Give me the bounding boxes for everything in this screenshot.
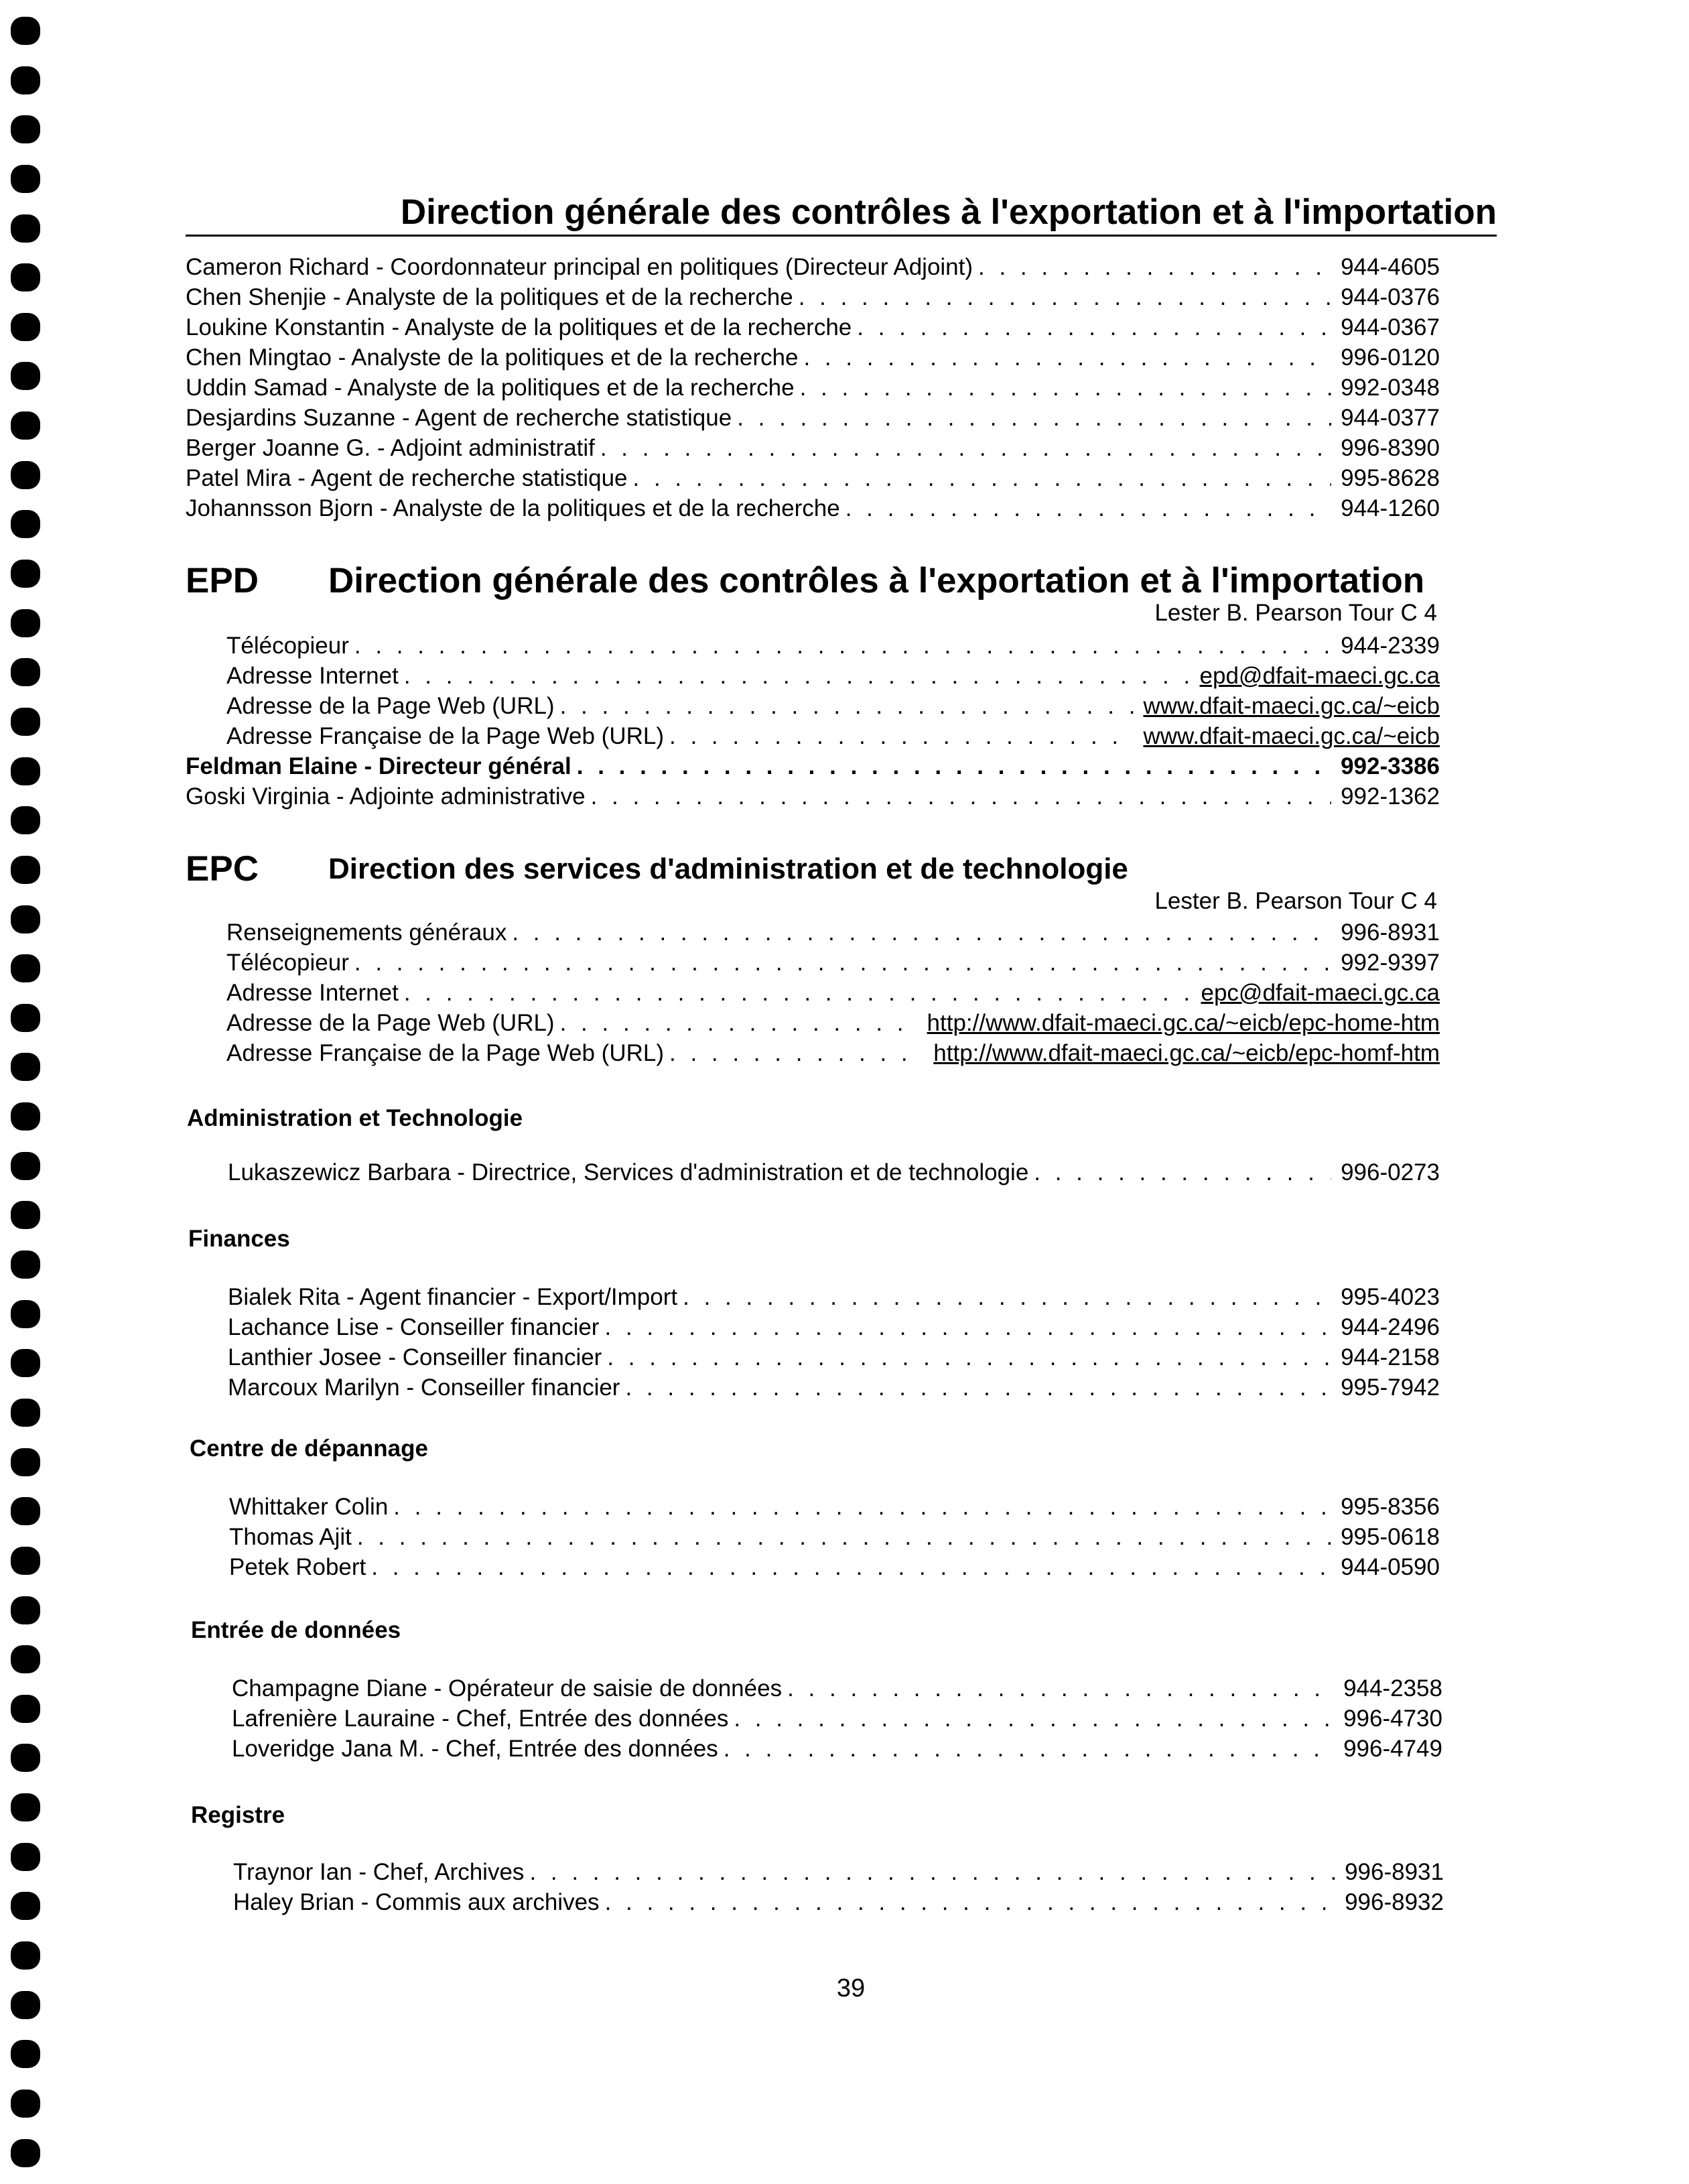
group-heading: Registre [191, 1802, 285, 1828]
directory-entry [186, 752, 1440, 781]
entry-name: Whittaker Colin [229, 1494, 389, 1520]
binder-hole [11, 362, 40, 390]
entry-phone: 944-2496 [1341, 1314, 1440, 1340]
binder-hole [11, 905, 40, 934]
binder-hole [11, 1349, 40, 1377]
binder-hole [11, 1596, 40, 1624]
fax-number: 992-9397 [1341, 950, 1440, 976]
epd-title: Direction générale des contrôles à l'exportation et à l'importation [328, 561, 1425, 600]
binder-hole [11, 1053, 40, 1081]
entry-phone: 995-7942 [1341, 1374, 1440, 1401]
binder-hole [11, 1201, 40, 1229]
leader-dots [591, 782, 1332, 812]
binder-hole [11, 263, 40, 292]
leader-dots [393, 1492, 1331, 1522]
directory-entry [186, 373, 1440, 403]
binder-hole [11, 856, 40, 884]
entry-phone: 944-1260 [1341, 495, 1440, 521]
info-label: Adresse de la Page Web (URL) [226, 693, 555, 719]
directory-entry [186, 343, 1440, 373]
leader-dots [734, 1704, 1334, 1734]
binder-hole [11, 17, 40, 45]
epc-info-row [226, 1009, 1440, 1038]
binder-hole [11, 2040, 40, 2068]
info-label: Adresse de la Page Web (URL) [226, 1010, 555, 1036]
directory-entry [229, 1523, 1440, 1552]
info-label: Adresse Française de la Page Web (URL) [226, 1040, 664, 1066]
web-url-fr-link[interactable]: http://www.dfait-maeci.gc.ca/~eicb/epc-homf-htm [933, 1040, 1440, 1066]
epc-info-row [226, 948, 1440, 978]
entry-name: Haley Brian - Commis aux archives [233, 1889, 600, 1915]
email-link[interactable]: epc@dfait-maeci.gc.ca [1201, 980, 1440, 1006]
group-heading: Entrée de données [191, 1617, 401, 1643]
binder-hole [11, 609, 40, 637]
entry-phone: 944-0377 [1341, 405, 1440, 431]
binder-hole [11, 1695, 40, 1723]
binder-hole [11, 66, 40, 94]
info-label: Adresse Internet [226, 980, 399, 1006]
leader-dots [371, 1553, 1331, 1582]
entry-phone: 992-0348 [1341, 375, 1440, 401]
entry-name: Loveridge Jana M. - Chef, Entrée des données [232, 1736, 718, 1762]
binder-hole [11, 1152, 40, 1180]
entry-phone: 944-0376 [1341, 284, 1440, 310]
binder-hole [11, 2090, 40, 2118]
binder-hole [11, 708, 40, 736]
entry-name: Patel Mira - Agent de recherche statistique [186, 465, 628, 491]
binder-hole [11, 1547, 40, 1575]
leader-dots [577, 752, 1331, 781]
entry-phone: 944-4605 [1341, 254, 1440, 280]
info-label: Télécopieur [226, 633, 349, 659]
binder-hole [11, 165, 40, 193]
entry-phone: 996-0120 [1341, 344, 1440, 371]
leader-dots [512, 918, 1331, 948]
binder-hole [11, 1399, 40, 1427]
epd-info-row [226, 661, 1440, 691]
leader-dots [1034, 1158, 1331, 1187]
epc-location: Lester B. Pearson Tour C 4 [1154, 888, 1437, 914]
binder-hole [11, 214, 40, 243]
directory-entry [186, 313, 1440, 342]
binder-hole [11, 1793, 40, 1821]
web-url-link[interactable]: www.dfait-maeci.gc.ca/~eicb [1143, 693, 1440, 719]
leader-dots [799, 283, 1331, 312]
epd-code: EPD [186, 561, 259, 600]
leader-dots [978, 253, 1331, 282]
web-url-fr-link[interactable]: www.dfait-maeci.gc.ca/~eicb [1143, 723, 1440, 749]
entry-name: Lachance Lise - Conseiller financier [228, 1314, 600, 1340]
leader-dots [803, 343, 1331, 373]
leader-dots [354, 631, 1331, 661]
binder-hole [11, 1892, 40, 1920]
entry-phone: 992-3386 [1341, 753, 1440, 779]
leader-dots [529, 1858, 1335, 1887]
leader-dots [604, 1313, 1331, 1342]
directory-entry [232, 1704, 1442, 1734]
binder-hole [11, 1744, 40, 1772]
leader-dots [800, 373, 1331, 403]
binder-hole [11, 313, 40, 341]
leader-dots [357, 1523, 1331, 1552]
directory-entry [228, 1283, 1440, 1312]
leader-dots [846, 494, 1331, 523]
group-heading: Finances [188, 1226, 290, 1252]
entry-phone: 996-8932 [1345, 1889, 1444, 1915]
leader-dots [560, 692, 1134, 721]
entry-name: Lafrenière Lauraine - Chef, Entrée des données [232, 1706, 729, 1732]
leader-dots [669, 722, 1134, 751]
entry-phone: 996-4730 [1343, 1706, 1442, 1732]
info-label: Adresse Internet [226, 663, 399, 689]
page-number: 39 [836, 1974, 866, 2002]
entry-name: Lukaszewicz Barbara - Directrice, Services d'administration et de technologie [228, 1159, 1029, 1185]
entry-phone: 995-0618 [1341, 1524, 1440, 1550]
leader-dots [724, 1734, 1334, 1764]
directory-entry [186, 782, 1440, 812]
directory-entry [186, 434, 1440, 463]
epc-title: Direction des services d'administration et de technologie [328, 852, 1128, 885]
leader-dots [625, 1373, 1331, 1403]
leader-dots [600, 434, 1331, 463]
entry-name: Marcoux Marilyn - Conseiller financier [228, 1374, 620, 1401]
web-url-link[interactable]: http://www.dfait-maeci.gc.ca/~eicb/epc-home-htm [927, 1010, 1440, 1036]
directory-entry [233, 1888, 1444, 1917]
entry-name: Desjardins Suzanne - Agent de recherche statistique [186, 405, 732, 431]
leader-dots [404, 978, 1192, 1008]
directory-entry [228, 1313, 1440, 1342]
entry-name: Petek Robert [229, 1554, 366, 1580]
binder-hole [11, 1941, 40, 1970]
epc-info-row [226, 978, 1440, 1008]
directory-entry [228, 1373, 1440, 1403]
binder-hole [11, 1250, 40, 1279]
entry-name: Thomas Ajit [229, 1524, 352, 1550]
entry-name: Bialek Rita - Agent financier - Export/Import [228, 1284, 678, 1310]
entry-phone: 944-2358 [1343, 1675, 1442, 1701]
entry-phone: 996-8390 [1341, 435, 1440, 461]
directory-entry [229, 1492, 1440, 1522]
binder-hole [11, 1102, 40, 1131]
binder-hole [11, 954, 40, 982]
entry-name: Goski Virginia - Adjointe administrative [186, 783, 586, 810]
entry-name: Berger Joanne G. - Adjoint administratif [186, 435, 595, 461]
entry-name: Chen Shenjie - Analyste de la politiques et de la recherche [186, 284, 793, 310]
entry-name: Cameron Richard - Coordonnateur principal en politiques (Directeur Adjoint) [186, 254, 973, 280]
binder-hole [11, 757, 40, 785]
directory-entry [232, 1734, 1442, 1764]
directory-entry [186, 253, 1440, 282]
binder-hole [11, 1448, 40, 1476]
info-label: Télécopieur [226, 950, 349, 976]
entry-name: Feldman Elaine - Directeur général [186, 753, 571, 779]
entry-phone: 944-2158 [1341, 1344, 1440, 1370]
binder-hole [11, 1645, 40, 1673]
epc-info-row [226, 918, 1440, 948]
group-heading: Administration et Technologie [187, 1105, 523, 1131]
fax-number: 944-2339 [1341, 633, 1440, 659]
email-link[interactable]: epd@dfait-maeci.gc.ca [1199, 663, 1440, 689]
leader-dots [560, 1009, 918, 1038]
entry-name: Johannsson Bjorn - Analyste de la politiques et de la recherche [186, 495, 840, 521]
entry-name: Traynor Ian - Chef, Archives [233, 1859, 525, 1885]
entry-name: Champagne Diane - Opérateur de saisie de données [232, 1675, 783, 1701]
directory-entry [186, 494, 1440, 523]
directory-entry [228, 1343, 1440, 1372]
binder-hole [11, 560, 40, 588]
entry-phone: 996-8931 [1345, 1859, 1444, 1885]
directory-entry [233, 1858, 1444, 1887]
directory-entry [186, 464, 1440, 493]
epd-info-row [226, 631, 1440, 661]
leader-dots [354, 948, 1331, 978]
binder-hole [11, 1004, 40, 1032]
entry-phone: 996-4749 [1343, 1736, 1442, 1762]
top-section-heading: Direction générale des contrôles à l'exportation et à l'importation [186, 192, 1497, 237]
entry-name: Lanthier Josee - Conseiller financier [228, 1344, 602, 1370]
directory-entry [229, 1553, 1440, 1582]
epd-location: Lester B. Pearson Tour C 4 [1154, 600, 1437, 626]
binder-hole [11, 658, 40, 686]
epc-code: EPC [186, 849, 259, 889]
binder-hole [11, 411, 40, 440]
entry-name: Chen Mingtao - Analyste de la politiques et de la recherche [186, 344, 799, 371]
leader-dots [404, 661, 1191, 691]
info-phone: 996-8931 [1341, 919, 1440, 946]
leader-dots [669, 1039, 924, 1068]
directory-entry [186, 283, 1440, 312]
leader-dots [633, 464, 1332, 493]
info-label: Adresse Française de la Page Web (URL) [226, 723, 664, 749]
group-heading: Centre de dépannage [190, 1435, 428, 1462]
entry-phone: 995-8356 [1341, 1494, 1440, 1520]
entry-name: Loukine Konstantin - Analyste de la politiques et de la recherche [186, 314, 852, 340]
leader-dots [607, 1343, 1331, 1372]
entry-phone: 995-8628 [1341, 465, 1440, 491]
entry-phone: 944-0367 [1341, 314, 1440, 340]
epc-info-row [226, 1039, 1440, 1068]
directory-entry [228, 1158, 1440, 1187]
binder-hole [11, 806, 40, 834]
binder-hole [11, 1991, 40, 2019]
entry-phone: 995-4023 [1341, 1284, 1440, 1310]
entry-phone: 996-0273 [1341, 1159, 1440, 1185]
epd-info-row [226, 692, 1440, 721]
binder-hole [11, 1843, 40, 1871]
binder-hole [11, 510, 40, 538]
directory-entry [232, 1674, 1442, 1704]
entry-name: Uddin Samad - Analyste de la politiques et de la recherche [186, 375, 795, 401]
epd-info-row [226, 722, 1440, 751]
binder-hole [11, 461, 40, 489]
binder-hole [11, 115, 40, 143]
binder-hole [11, 2139, 40, 2167]
binder-hole [11, 1300, 40, 1328]
entry-phone: 944-0590 [1341, 1554, 1440, 1580]
leader-dots [857, 313, 1331, 342]
leader-dots [605, 1888, 1336, 1917]
entry-phone: 992-1362 [1341, 783, 1440, 810]
leader-dots [737, 403, 1331, 433]
binder-holes [11, 0, 40, 2184]
directory-entry [186, 403, 1440, 433]
leader-dots [787, 1674, 1334, 1704]
info-label: Renseignements généraux [226, 919, 507, 946]
binder-hole [11, 1497, 40, 1525]
leader-dots [683, 1283, 1331, 1312]
